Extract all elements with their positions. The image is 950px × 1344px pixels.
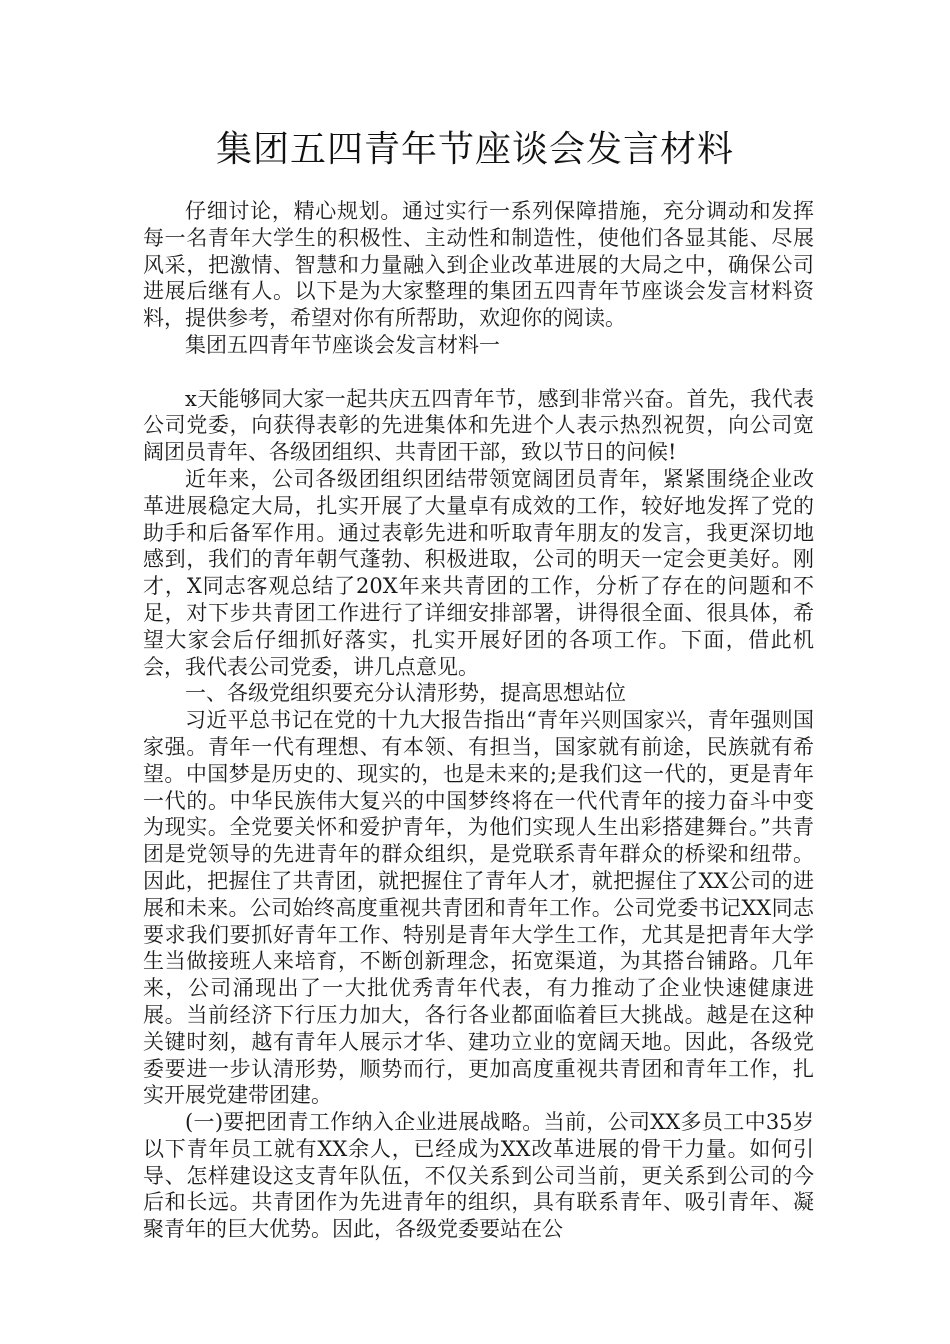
body-paragraph: 近年来，公司各级团组织团结带领宽阔团员青年，紧紧围绕企业改革进展稳定大局，扎实开展了大量卓有成效的工作，较好地发挥了党的助手和后备军作用。通过表彰先进和听取青年朋友的发言，我更深切地感到，我们的青年朝气蓬勃、积极进取，公司的明天一定会更美好。刚才，X同志客观总结了20X年来共青团的工作，分析了存在的问题和不足，对下步共青团工作进行了详细安排部署，讲得很全面、很具体，希望大家会后仔细抓好落实，扎实开展好团的各项工作。下面，借此机会，我代表公司党委，讲几点意见。 [143,466,814,679]
body-paragraph: x天能够同大家一起共庆五四青年节，感到非常兴奋。首先，我代表公司党委，向获得表彰的先进集体和先进个人表示热烈祝贺，向公司宽阔团员青年、各级团组织、共青团干部，致以节日的问候! [143,386,814,465]
body-paragraph: 习近平总书记在党的十九大报告指出“青年兴则国家兴，青年强则国家强。青年一代有理想、有本领、有担当，国家就有前途，民族就有希望。中国梦是历史的、现实的，也是未来的;是我们这一代的，更是青年一代的。中华民族伟大复兴的中国梦终将在一代代青年的接力奋斗中变为现实。全党要关怀和爱护青年，为他们实现人生出彩搭建舞台。”共青团是党领导的先进青年的群众组织，是党联系青年群众的桥梁和纽带。因此，把握住了共青团，就把握住了青年人才，就把握住了XX公司的进展和未来。公司始终高度重视共青团和青年工作。公司党委书记XX同志要求我们要抓好青年工作、特别是青年大学生工作，尤其是把青年大学生当做接班人来培育，不断创新理念，拓宽渠道，为其搭台铺路。几年来，公司涌现出了一大批优秀青年代表，有力推动了企业快速健康进展。当前经济下行压力加大，各行各业都面临着巨大挑战。越是在这种关键时刻，越有青年人展示才华、建功立业的宽阔天地。因此，各级党委要进一步认清形势，顺势而行，更加高度重视共青团和青年工作，扎实开展党建带团建。 [143,708,814,1108]
document-title: 集团五四青年节座谈会发言材料 [215,129,734,170]
subsection-heading: 一、各级党组织要充分认清形势，提高思想站位 [185,681,626,706]
intro-paragraph: 仔细讨论，精心规划。通过实行一系列保障措施，充分调动和发挥每一名青年大学生的积极性、主动性和制造性，使他们各显其能、尽展风采，把激情、智慧和力量融入到企业改革进展的大局之中，确保公司进展后继有人。以下是为大家整理的集团五四青年节座谈会发言材料资料，提供参考，希望对你有所帮助，欢迎你的阅读。 [143,199,814,331]
blank-line [143,359,814,386]
body-paragraph: (一)要把团青工作纳入企业进展战略。当前，公司XX多员工中35岁以下青年员工就有XX余人，已经成为XX改革进展的骨干力量。如何引导、怎样建设这支青年队伍，不仅关系到公司当前，更关系到公司的今后和长远。共青团作为先进青年的组织，具有联系青年、吸引青年、凝聚青年的巨大优势。因此，各级党委要站在公 [143,1110,814,1242]
document-body [143,198,814,1243]
section-heading: 集团五四青年节座谈会发言材料一 [185,332,500,357]
